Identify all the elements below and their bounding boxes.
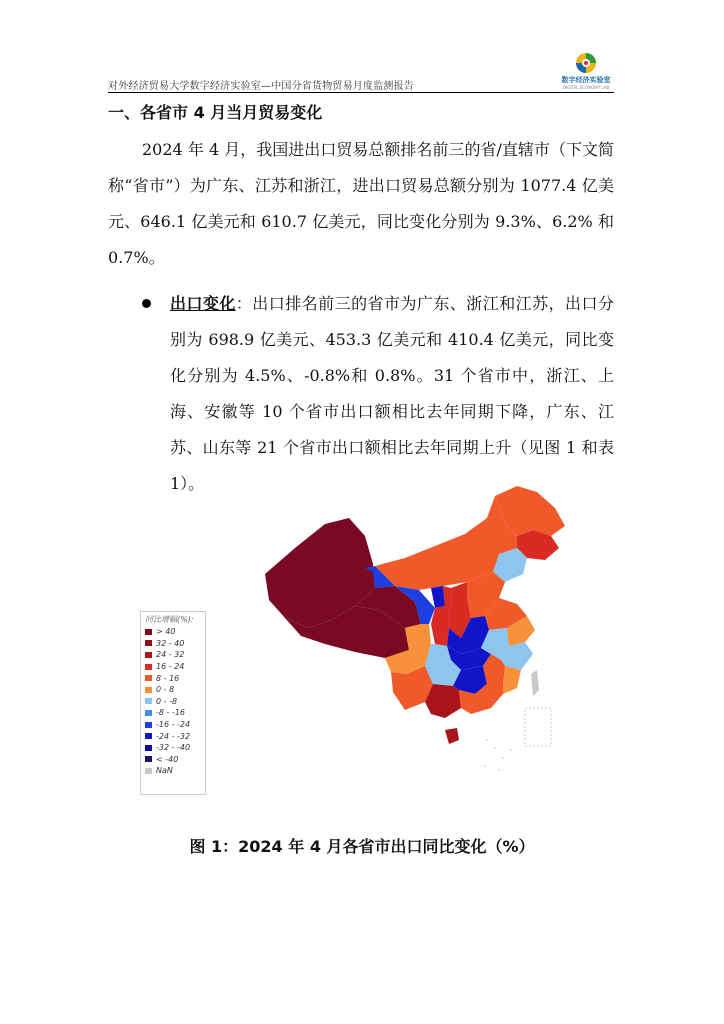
legend-label: 24 - 32	[156, 650, 185, 660]
legend-swatch	[145, 629, 152, 635]
legend-swatch	[145, 722, 152, 728]
legend-label: -32 - -40	[156, 743, 191, 753]
south-china-sea-inset	[525, 708, 551, 746]
region-hainan	[445, 728, 459, 744]
legend-swatch	[145, 652, 152, 658]
running-title: 对外经济贸易大学数字经济实验室—中国分省货物贸易月度监测报告	[108, 81, 414, 92]
legend-items	[141, 626, 205, 777]
legend-label: < -40	[156, 754, 179, 764]
legend-item	[141, 730, 205, 742]
legend-swatch	[145, 745, 152, 751]
legend-swatch	[145, 710, 152, 716]
intro-paragraph: 2024 年 4 月，我国进出口贸易总额排名前三的省/直辖市（下文简称“省市”）为广东、江苏和浙江，进出口贸易总额分别为 1077.4 亿美元、646.1 亿美元和 610.7 亿美元，同比变化分别为 9.3%、6.2% 和 0.7%。	[108, 140, 614, 267]
lab-logo	[558, 52, 614, 92]
export-change-bullet	[140, 286, 614, 502]
legend-label: 32 - 40	[156, 638, 185, 648]
legend-swatch	[145, 733, 152, 739]
logo-text: 数字经济实验室	[561, 76, 611, 84]
legend-item	[141, 765, 205, 777]
legend-item	[141, 742, 205, 754]
bullet-text: ：出口排名前三的省市为广东、浙江和江苏，出口分别为 698.9 亿美元、453.3 亿美元和 410.4 亿美元，同比变化分别为 4.5%、-0.8%和 0.8%。31 个省市中，浙江、上海、安徽等 10 个省市出口额相比去年同期下降，广东、江苏、山东等 21 个省市出口额相比去年同期上升（见图 1 和表 1）。	[170, 294, 614, 493]
south-china-sea-islands	[484, 739, 512, 771]
legend-item	[141, 707, 205, 719]
legend-swatch	[145, 756, 152, 762]
legend-label: NaN	[156, 766, 173, 776]
legend-item	[141, 754, 205, 766]
legend-item	[141, 661, 205, 673]
header-divider	[108, 92, 614, 93]
figure-caption: 图 1：2024 年 4 月各省市出口同比变化（%）	[189, 837, 535, 856]
legend-swatch	[145, 687, 152, 693]
region-ningxia	[431, 586, 445, 608]
map-legend	[140, 611, 206, 795]
section-title: 一、各省市 4 月当月贸易变化	[108, 103, 323, 122]
bullet-lead: 出口变化	[170, 294, 236, 313]
bullet-paragraph	[170, 286, 614, 502]
legend-label: -16 - -24	[156, 720, 191, 730]
legend-label: > 40	[156, 627, 176, 637]
lab-logo-icon	[574, 52, 598, 74]
logo-subtext: DIGITAL ECONOMY LAB	[562, 85, 610, 90]
legend-item	[141, 696, 205, 708]
bullet-dot-icon	[142, 299, 151, 308]
legend-swatch	[145, 698, 152, 704]
legend-label: 16 - 24	[156, 662, 185, 672]
legend-label: 0 - 8	[156, 685, 175, 695]
legend-title: 同比增幅(%):	[145, 615, 194, 624]
legend-label: 8 - 16	[156, 673, 180, 683]
legend-swatch	[145, 675, 152, 681]
legend-label: -8 - -16	[156, 708, 186, 718]
legend-label: -24 - -32	[156, 731, 191, 741]
china-export-map	[255, 478, 585, 778]
legend-item	[141, 684, 205, 696]
legend-item	[141, 649, 205, 661]
legend-item	[141, 672, 205, 684]
region-taiwan	[531, 670, 539, 696]
legend-swatch	[145, 768, 152, 774]
legend-item	[141, 626, 205, 638]
legend-swatch	[145, 640, 152, 646]
region-fujian	[503, 666, 521, 694]
legend-item	[141, 719, 205, 731]
page-header	[108, 52, 614, 94]
legend-swatch	[145, 664, 152, 670]
legend-label: 0 - -8	[156, 696, 178, 706]
legend-item	[141, 638, 205, 650]
